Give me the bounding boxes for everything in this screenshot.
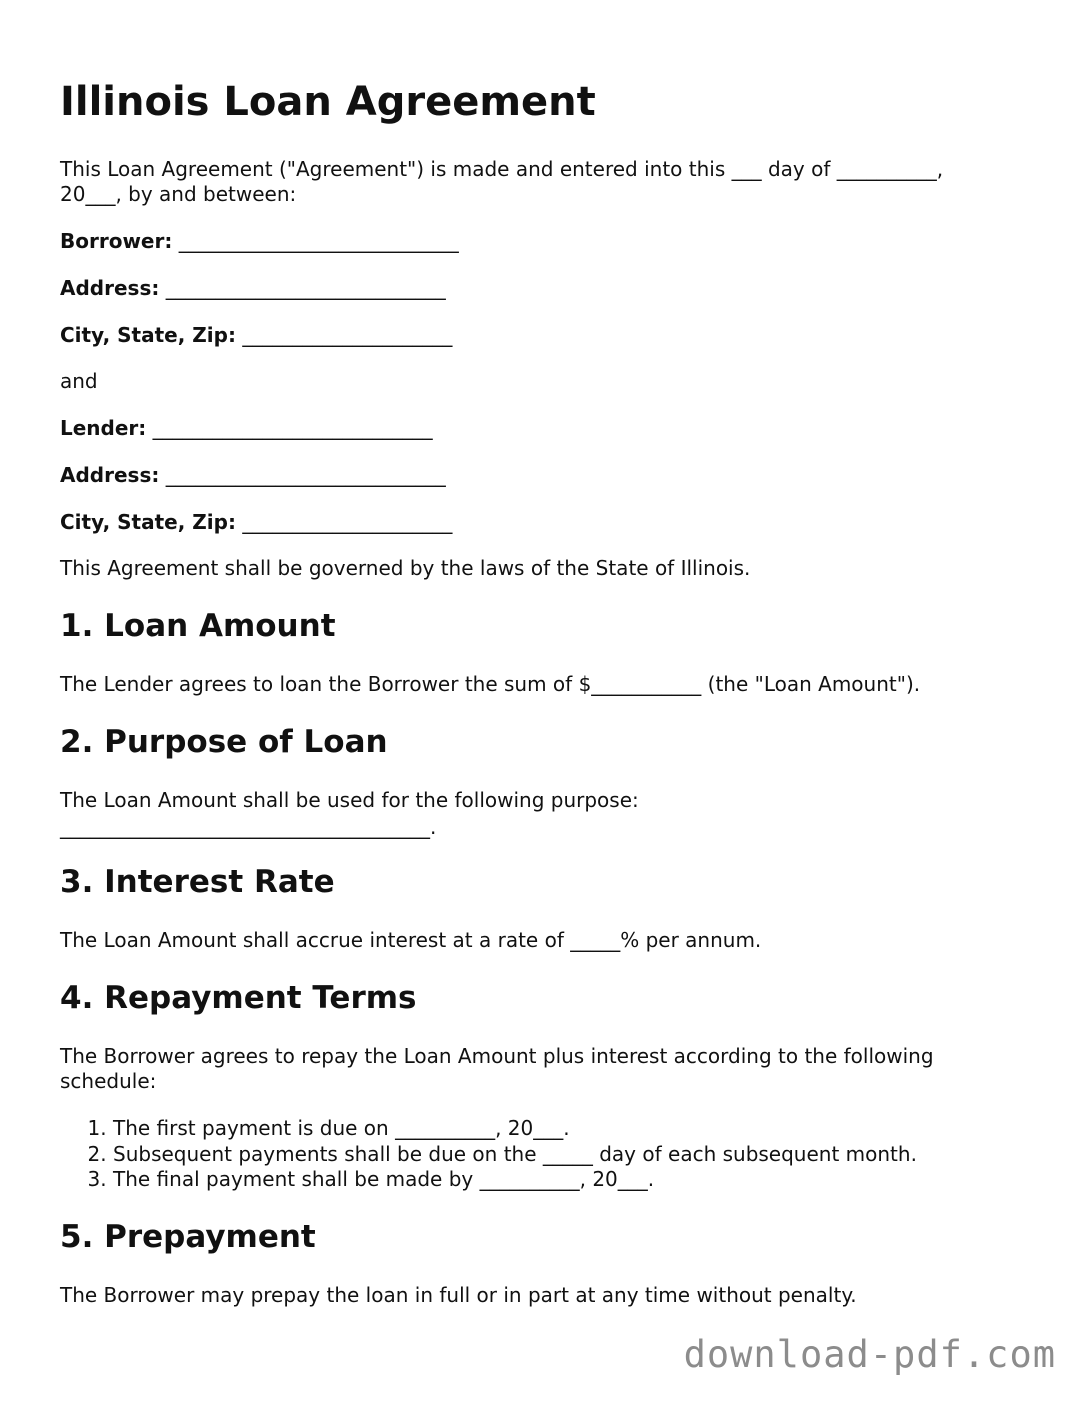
lender-name-label: Lender: xyxy=(60,416,147,440)
lender-address-blank: ____________________________ xyxy=(165,463,446,487)
lender-city-line xyxy=(60,510,452,535)
section-text-repayment-line-1: The Borrower agrees to repay the Loan Amount plus interest according to the following xyxy=(60,1044,934,1068)
borrower-name-label: Borrower: xyxy=(60,229,173,253)
and-text: and xyxy=(60,369,98,393)
lender-city-blank: _____________________ xyxy=(242,510,453,534)
lender-name-blank: ____________________________ xyxy=(152,416,433,440)
list-item: 2. Subsequent payments shall be due on the _____ day of each subsequent month. xyxy=(113,1142,917,1168)
intro-paragraph-line-2: 20___, by and between: xyxy=(60,182,297,206)
section-heading-purpose: 2. Purpose of Loan xyxy=(60,724,388,760)
repayment-schedule-list xyxy=(86,1116,917,1193)
governing-law-text: This Agreement shall be governed by the laws of the State of Illinois. xyxy=(60,556,751,580)
lender-city-label: City, State, Zip: xyxy=(60,510,236,534)
section-heading-interest-rate: 3. Interest Rate xyxy=(60,864,335,900)
section-text-purpose-line-2: _____________________________________. xyxy=(60,815,437,839)
section-heading-loan-amount: 1. Loan Amount xyxy=(60,608,336,644)
lender-address-label: Address: xyxy=(60,463,160,487)
section-heading-prepayment: 5. Prepayment xyxy=(60,1219,316,1255)
borrower-city-label: City, State, Zip: xyxy=(60,323,236,347)
watermark: download-pdf.com xyxy=(683,1333,1056,1376)
section-text-repayment-line-2: schedule: xyxy=(60,1069,157,1093)
borrower-city-line xyxy=(60,323,452,348)
section-text-purpose-line-1: The Loan Amount shall be used for the following purpose: xyxy=(60,788,639,812)
borrower-address-blank: ____________________________ xyxy=(165,276,446,300)
lender-address-line xyxy=(60,463,446,488)
borrower-name-blank: ____________________________ xyxy=(178,229,459,253)
section-text-prepayment: The Borrower may prepay the loan in full or in part at any time without penalty. xyxy=(60,1283,857,1307)
borrower-address-label: Address: xyxy=(60,276,160,300)
borrower-address-line xyxy=(60,276,446,301)
list-item: 3. The final payment shall be made by __________, 20___. xyxy=(113,1167,917,1193)
borrower-city-blank: _____________________ xyxy=(242,323,453,347)
borrower-name-line xyxy=(60,229,459,254)
intro-paragraph-line-1: This Loan Agreement ("Agreement") is made and entered into this ___ day of __________, xyxy=(60,157,944,181)
document-title: Illinois Loan Agreement xyxy=(60,79,596,125)
lender-name-line xyxy=(60,416,433,441)
section-heading-repayment: 4. Repayment Terms xyxy=(60,980,417,1016)
section-text-loan-amount: The Lender agrees to loan the Borrower the sum of $___________ (the "Loan Amount"). xyxy=(60,672,921,696)
section-text-interest-rate: The Loan Amount shall accrue interest at a rate of _____% per annum. xyxy=(60,928,762,952)
list-item: 1. The first payment is due on __________, 20___. xyxy=(113,1116,917,1142)
